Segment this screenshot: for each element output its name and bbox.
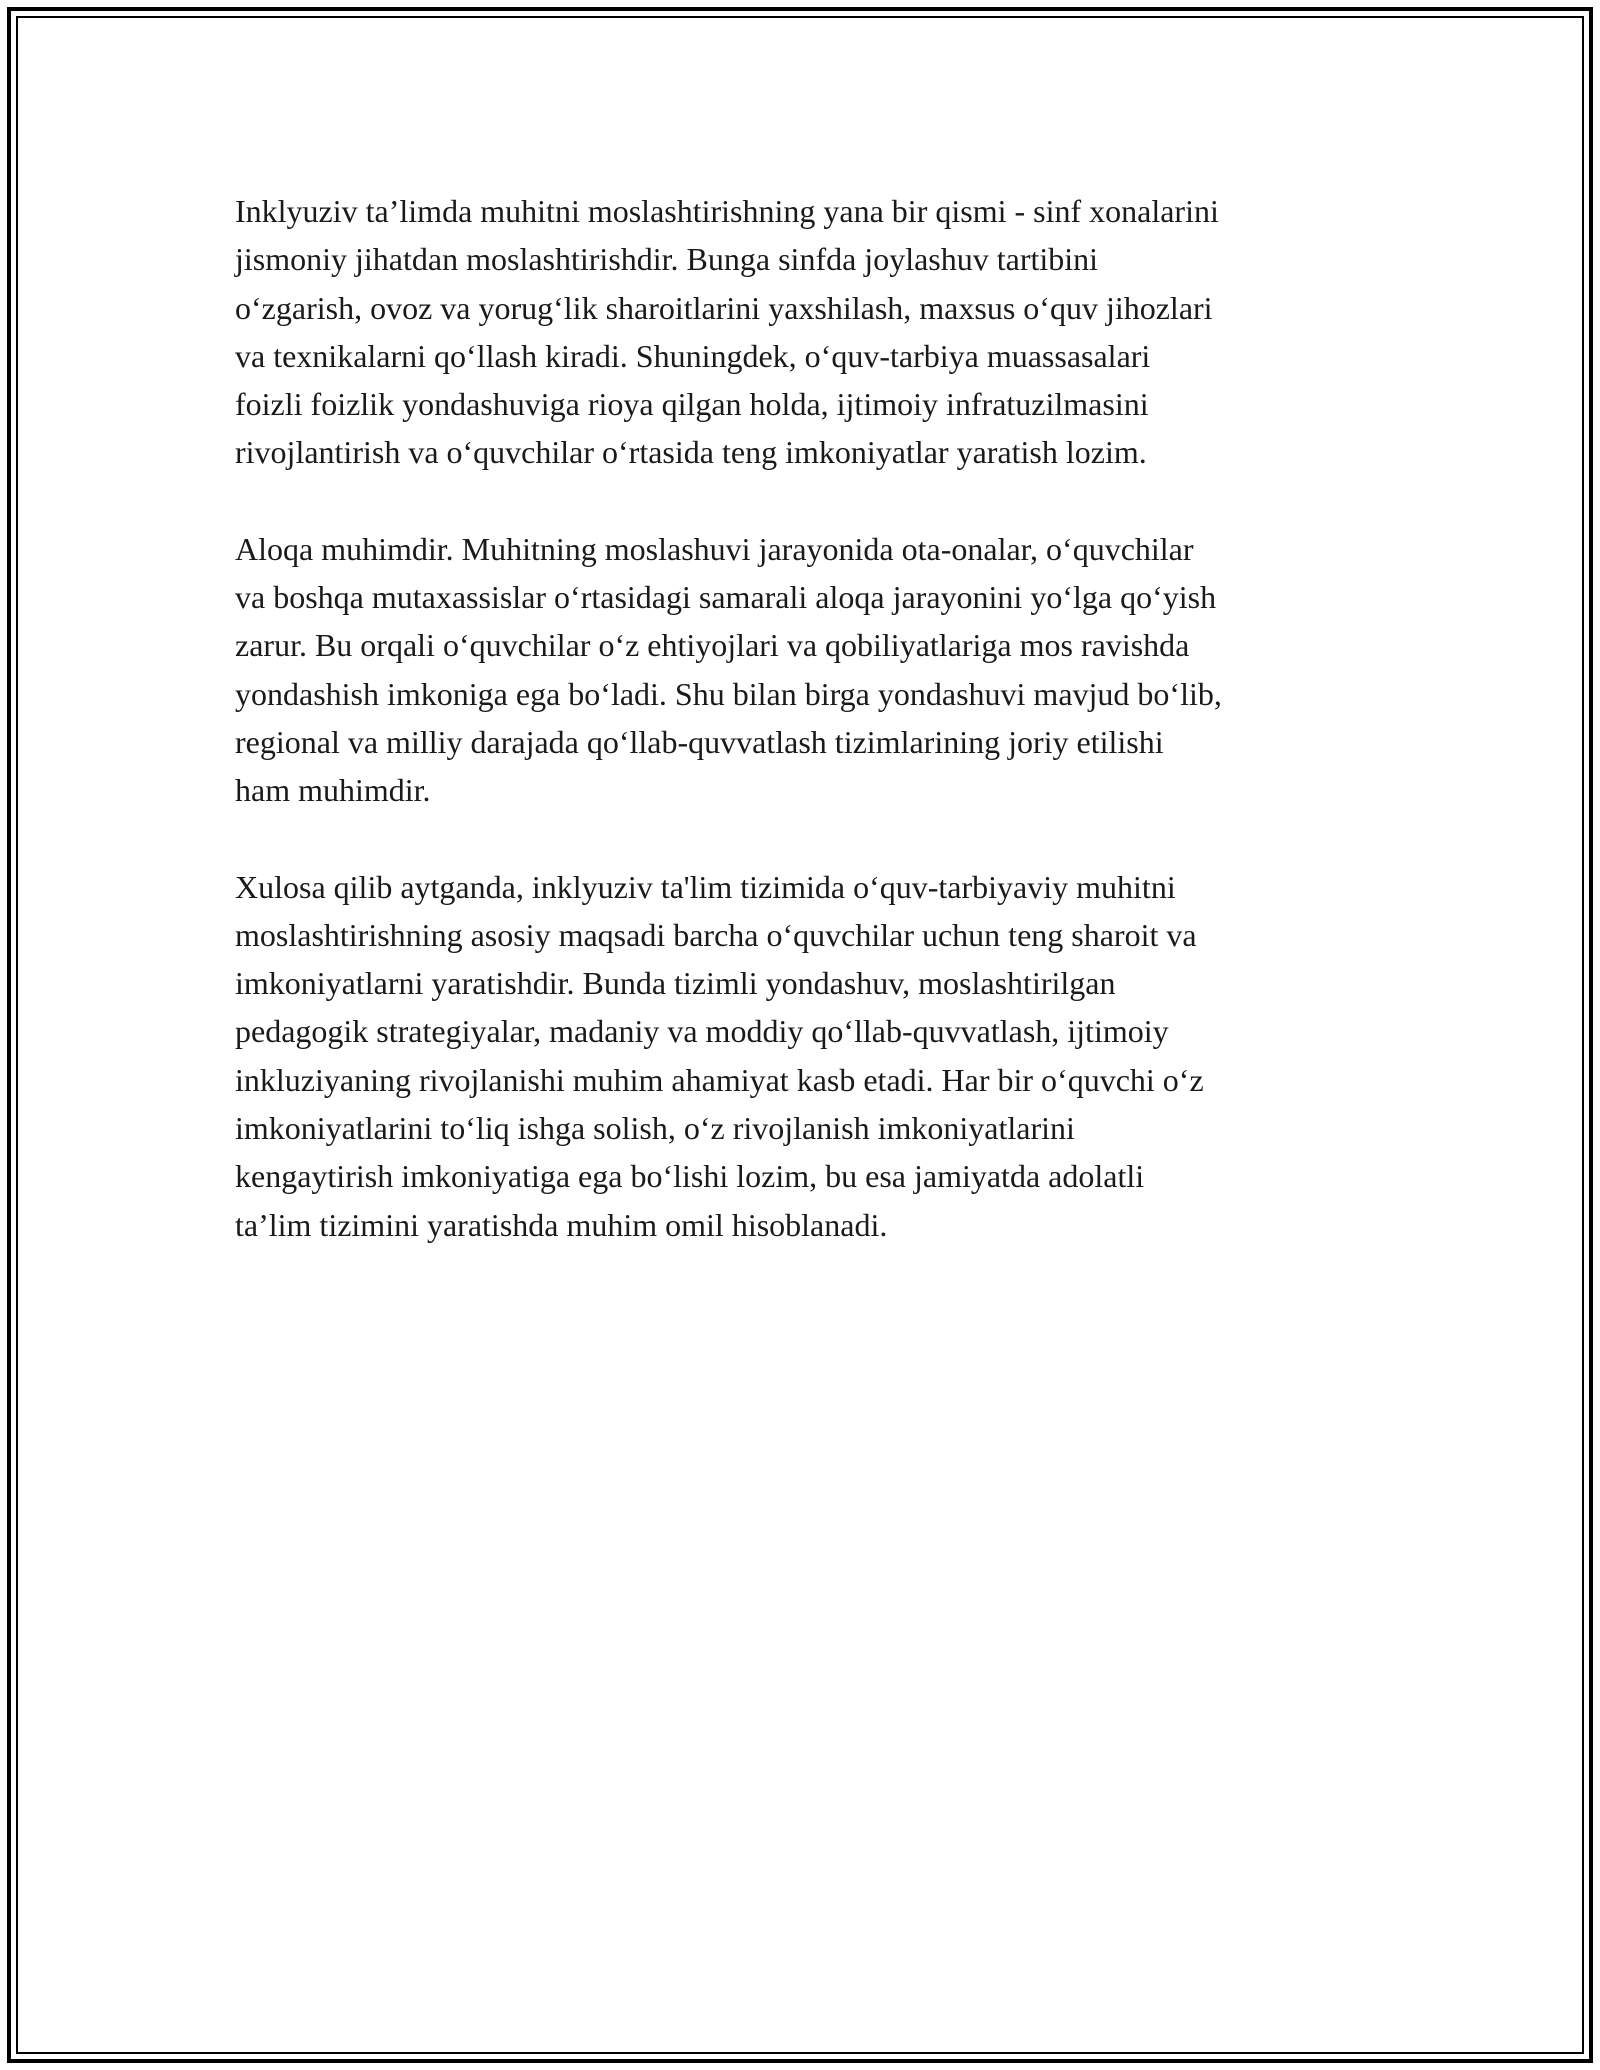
paragraph-conclusion: [235, 863, 1375, 1249]
text-line: Xulosa qilib aytganda, inklyuziv ta'lim tizimida o‘quv-tarbiyaviy muhitni: [235, 868, 1176, 905]
text-line: imkoniyatlarni yaratishdir. Bunda tizimli yondashuv, moslashtirilgan: [235, 965, 1116, 1002]
text-line: va texnikalarni qo‘llash kiradi. Shuningdek, o‘quv-tarbiya muassasalari: [235, 337, 1151, 374]
text-line: va boshqa mutaxassislar o‘rtasidagi samarali aloqa jarayonini yo‘lga qo‘yish: [235, 579, 1217, 616]
text-line: foizli foizlik yondashuviga rioya qilgan holda, ijtimoiy infratuzilmasini: [235, 386, 1149, 423]
text-line: imkoniyatlarini to‘liq ishga solish, o‘z rivojlanish imkoniyatlarini: [235, 1110, 1075, 1147]
text-line: yondashish imkoniga ega bo‘ladi. Shu bilan birga yondashuvi mavjud bo‘lib,: [235, 675, 1222, 712]
text-line: ta’lim tizimini yaratishda muhim omil hisoblanadi.: [235, 1206, 888, 1243]
text-line: Aloqa muhimdir. Muhitning moslashuvi jarayonida ota-onalar, o‘quvchilar: [235, 530, 1194, 567]
text-line: regional va milliy darajada qo‘llab-quvvatlash tizimlarining joriy etilishi: [235, 723, 1164, 760]
paragraph-classroom-adaptation: [235, 187, 1375, 477]
text-line: jismoniy jihatdan moslashtirishdir. Bunga sinfda joylashuv tartibini: [235, 241, 1099, 278]
text-line: pedagogik strategiyalar, madaniy va moddiy qo‘llab-quvvatlash, ijtimoiy: [235, 1013, 1169, 1050]
text-line: ham muhimdir.: [235, 772, 431, 809]
text-line: moslashtirishning asosiy maqsadi barcha o‘quvchilar uchun teng sharoit va: [235, 916, 1197, 953]
text-line: inkluziyaning rivojlanishi muhim ahamiyat kasb etadi. Har bir o‘quvchi o‘z: [235, 1061, 1204, 1098]
document-body: [235, 187, 1375, 1297]
paragraph-communication: [235, 525, 1375, 815]
text-line: rivojlantirish va o‘quvchilar o‘rtasida teng imkoniyatlar yaratish lozim.: [235, 434, 1147, 471]
text-line: o‘zgarish, ovoz va yorug‘lik sharoitlarini yaxshilash, maxsus o‘quv jihozlari: [235, 289, 1213, 326]
text-line: kengaytirish imkoniyatiga ega bo‘lishi lozim, bu esa jamiyatda adolatli: [235, 1158, 1145, 1195]
text-line: Inklyuziv ta’limda muhitni moslashtirishning yana bir qismi - sinf xonalarini: [235, 193, 1219, 229]
text-line: zarur. Bu orqali o‘quvchilar o‘z ehtiyojlari va qobiliyatlariga mos ravishda: [235, 627, 1190, 664]
